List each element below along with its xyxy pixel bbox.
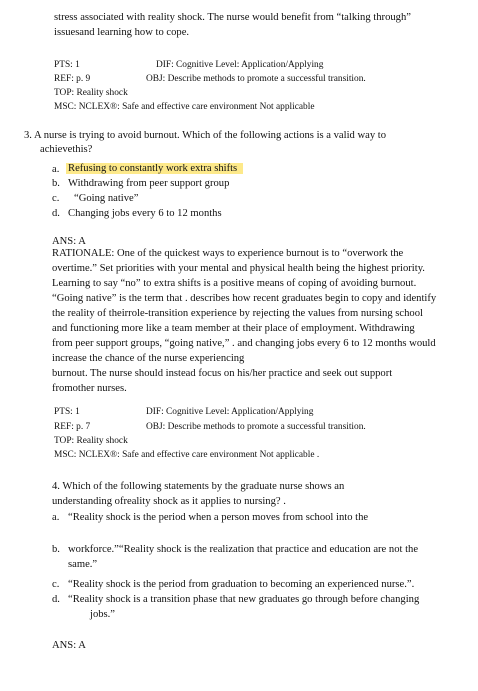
option-c-text: “Going native” bbox=[74, 193, 139, 204]
dif: DIF: Cognitive Level: Application/Applying bbox=[156, 60, 324, 70]
option-a-text: Refusing to constantly work extra shifts bbox=[66, 163, 243, 174]
obj: OBJ: Describe methods to promote a successful transition. bbox=[146, 74, 366, 84]
ref: REF: p. 9 bbox=[54, 74, 91, 84]
rationale-line: RATIONALE: One of the quickest ways to experience burnout is to “overwork the bbox=[52, 248, 404, 259]
rationale-line: from peer support groups, “going native,” . and changing jobs every 6 to 12 months would bbox=[52, 338, 436, 349]
option-b-letter: b. bbox=[52, 544, 60, 555]
option-c-text: “Reality shock is the period from graduation to becoming an experienced nurse.”. bbox=[68, 579, 415, 590]
question-stem-cont: understanding ofreality shock as it applies to nursing? . bbox=[52, 496, 286, 507]
ref: REF: p. 7 bbox=[54, 422, 91, 432]
question-stem: 3. A nurse is trying to avoid burnout. Which of the following actions is a valid way to bbox=[24, 130, 387, 141]
top: TOP: Reality shock bbox=[54, 436, 128, 446]
pts: PTS: 1 bbox=[54, 407, 80, 417]
pts: PTS: 1 bbox=[54, 60, 80, 70]
rationale-line: fromother nurses. bbox=[52, 383, 127, 394]
option-c-letter: c. bbox=[52, 579, 60, 590]
option-a-text: “Reality shock is the period when a person moves from school into the bbox=[68, 512, 369, 523]
obj: OBJ: Describe methods to promote a successful transition. bbox=[146, 422, 366, 432]
option-c-letter: c. bbox=[52, 193, 60, 204]
question-stem: 4. Which of the following statements by the graduate nurse shows an bbox=[52, 481, 345, 492]
top: TOP: Reality shock bbox=[54, 88, 128, 98]
msc: MSC: NCLEX®: Safe and effective care environment Not applicable bbox=[54, 102, 315, 112]
msc: MSC: NCLEX®: Safe and effective care environment Not applicable . bbox=[54, 450, 320, 460]
rationale-line: “Going native” is the term that . describes how recent graduates begin to copy and identify bbox=[52, 293, 437, 304]
intro-line-2: issuesand learning how to cope. bbox=[54, 27, 190, 38]
option-a bbox=[66, 162, 243, 176]
option-d-text-cont: jobs.” bbox=[90, 609, 116, 620]
question-stem-cont: achievethis? bbox=[40, 144, 93, 155]
rationale-line: Learning to say “no” to extra shifts is a positive means of coping of avoiding burnout. bbox=[52, 278, 417, 289]
option-b-text: workforce.”“Reality shock is the realization that practice and education are not the bbox=[68, 544, 419, 555]
answer: ANS: A bbox=[52, 236, 86, 247]
option-b-text-cont: same.” bbox=[68, 559, 98, 570]
option-a-letter: a. bbox=[52, 512, 60, 523]
option-a-letter: a. bbox=[52, 164, 60, 175]
rationale-line: burnout. The nurse should instead focus on his/her practice and seek out support bbox=[52, 368, 393, 379]
option-b-text: Withdrawing from peer support group bbox=[68, 178, 230, 189]
option-d-text: “Reality shock is a transition phase that new graduates go through before changing bbox=[68, 594, 420, 605]
rationale-line: the reality of theirrole-transition experience by rejecting the values from nursing school bbox=[52, 308, 423, 319]
option-d-letter: d. bbox=[52, 594, 60, 605]
intro-line-1: stress associated with reality shock. The nurse would benefit from “talking through” bbox=[54, 12, 411, 23]
dif: DIF: Cognitive Level: Application/Applying bbox=[146, 407, 314, 417]
rationale-line: and functioning more like a team member at their place of employment. Withdrawing bbox=[52, 323, 415, 334]
rationale-line: increase the chance of the nurse experiencing bbox=[52, 353, 245, 364]
answer: ANS: A bbox=[52, 640, 86, 651]
rationale-line: overtime.” Set priorities with your mental and physical health being the highest priority. bbox=[52, 263, 425, 274]
option-d-text: Changing jobs every 6 to 12 months bbox=[68, 208, 222, 219]
option-b-letter: b. bbox=[52, 178, 60, 189]
option-d-letter: d. bbox=[52, 208, 60, 219]
